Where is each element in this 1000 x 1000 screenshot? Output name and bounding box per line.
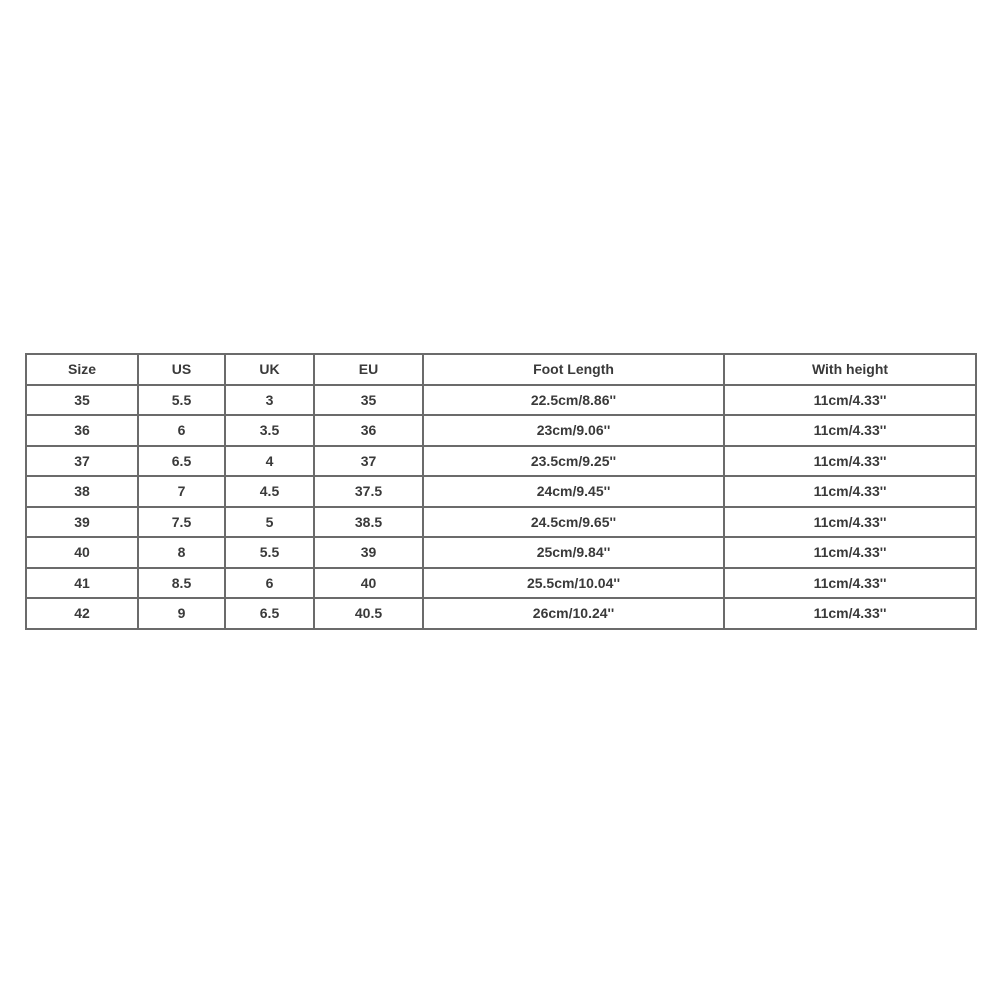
cell-eu: 37 xyxy=(314,446,423,477)
header-us: US xyxy=(138,354,225,385)
cell-eu: 37.5 xyxy=(314,476,423,507)
cell-uk: 6 xyxy=(225,568,314,599)
cell-with-height: 11cm/4.33'' xyxy=(724,446,976,477)
cell-size: 39 xyxy=(26,507,138,538)
table-row xyxy=(26,598,976,629)
header-size: Size xyxy=(26,354,138,385)
cell-with-height: 11cm/4.33'' xyxy=(724,537,976,568)
cell-eu: 35 xyxy=(314,385,423,416)
cell-eu: 39 xyxy=(314,537,423,568)
cell-with-height: 11cm/4.33'' xyxy=(724,385,976,416)
cell-uk: 4 xyxy=(225,446,314,477)
cell-with-height: 11cm/4.33'' xyxy=(724,568,976,599)
cell-uk: 6.5 xyxy=(225,598,314,629)
cell-size: 35 xyxy=(26,385,138,416)
cell-with-height: 11cm/4.33'' xyxy=(724,476,976,507)
cell-uk: 5.5 xyxy=(225,537,314,568)
cell-foot-length: 25.5cm/10.04'' xyxy=(423,568,724,599)
cell-eu: 36 xyxy=(314,415,423,446)
cell-foot-length: 23cm/9.06'' xyxy=(423,415,724,446)
cell-uk: 3.5 xyxy=(225,415,314,446)
header-with-height: With height xyxy=(724,354,976,385)
table-row xyxy=(26,385,976,416)
table-row xyxy=(26,446,976,477)
header-eu: EU xyxy=(314,354,423,385)
cell-size: 41 xyxy=(26,568,138,599)
cell-us: 5.5 xyxy=(138,385,225,416)
cell-us: 6 xyxy=(138,415,225,446)
cell-with-height: 11cm/4.33'' xyxy=(724,598,976,629)
cell-eu: 40 xyxy=(314,568,423,599)
table-row xyxy=(26,507,976,538)
cell-size: 37 xyxy=(26,446,138,477)
cell-uk: 4.5 xyxy=(225,476,314,507)
cell-eu: 40.5 xyxy=(314,598,423,629)
cell-uk: 3 xyxy=(225,385,314,416)
cell-foot-length: 25cm/9.84'' xyxy=(423,537,724,568)
cell-us: 8 xyxy=(138,537,225,568)
table-header-row xyxy=(26,354,976,385)
cell-with-height: 11cm/4.33'' xyxy=(724,415,976,446)
cell-us: 6.5 xyxy=(138,446,225,477)
size-chart-table xyxy=(25,353,977,630)
cell-size: 36 xyxy=(26,415,138,446)
cell-size: 40 xyxy=(26,537,138,568)
header-foot-length: Foot Length xyxy=(423,354,724,385)
cell-eu: 38.5 xyxy=(314,507,423,538)
cell-us: 7 xyxy=(138,476,225,507)
table-row xyxy=(26,568,976,599)
cell-size: 42 xyxy=(26,598,138,629)
cell-foot-length: 23.5cm/9.25'' xyxy=(423,446,724,477)
table-row xyxy=(26,415,976,446)
table-row xyxy=(26,537,976,568)
table-row xyxy=(26,476,976,507)
cell-size: 38 xyxy=(26,476,138,507)
cell-us: 7.5 xyxy=(138,507,225,538)
cell-with-height: 11cm/4.33'' xyxy=(724,507,976,538)
cell-us: 9 xyxy=(138,598,225,629)
cell-us: 8.5 xyxy=(138,568,225,599)
cell-foot-length: 26cm/10.24'' xyxy=(423,598,724,629)
cell-uk: 5 xyxy=(225,507,314,538)
cell-foot-length: 24cm/9.45'' xyxy=(423,476,724,507)
cell-foot-length: 22.5cm/8.86'' xyxy=(423,385,724,416)
header-uk: UK xyxy=(225,354,314,385)
cell-foot-length: 24.5cm/9.65'' xyxy=(423,507,724,538)
